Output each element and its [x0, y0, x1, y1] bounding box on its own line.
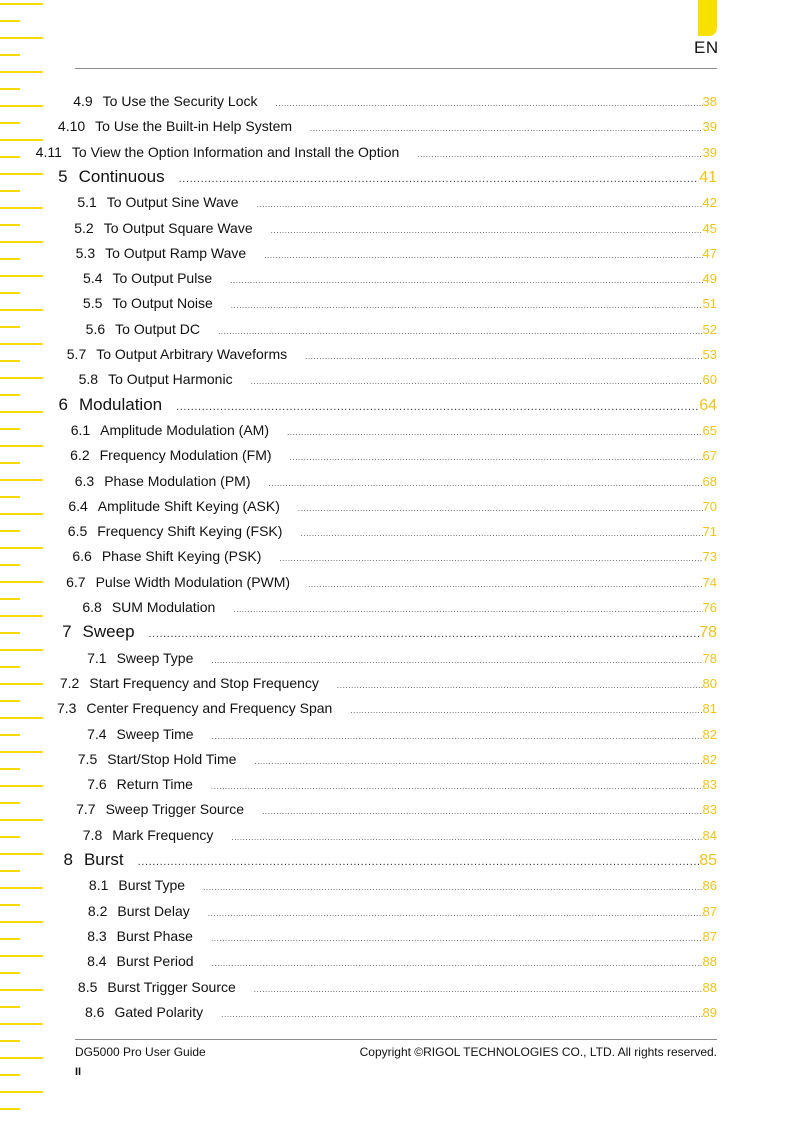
toc-entry-title: Sweep Time	[116, 725, 194, 742]
toc-page-number: 49	[702, 271, 717, 287]
toc-entry-title: Burst Type	[118, 877, 186, 894]
toc-entry-number: 8.1	[88, 877, 109, 894]
toc-page-number: 81	[702, 701, 717, 717]
toc-section-entry[interactable]	[0, 346, 717, 364]
toc-section-entry[interactable]	[0, 321, 717, 339]
toc-dot-leader	[208, 909, 703, 918]
toc-page-number: 38	[702, 94, 717, 109]
toc-page-number: 71	[702, 524, 717, 540]
toc-section-entry[interactable]	[0, 523, 717, 541]
toc-entry-title: Burst Delay	[117, 902, 190, 919]
toc-dot-leader	[350, 706, 702, 715]
toc-section-entry[interactable]	[0, 928, 717, 946]
toc-entry-number: 5.7	[66, 346, 87, 362]
toc-entry-number: 6.7	[66, 573, 86, 590]
toc-entry-number: 7	[62, 622, 72, 642]
toc-entry-number: 8.5	[77, 978, 98, 995]
toc-entry-number: 7.2	[59, 674, 80, 691]
toc-page-number: 67	[702, 448, 717, 464]
toc-dot-leader	[211, 656, 702, 665]
toc-page-number: 74	[702, 574, 717, 590]
toc-dot-leader	[212, 959, 703, 968]
toc-entry-title: To View the Option Information and Install the Option	[71, 143, 400, 160]
toc-dot-leader	[257, 200, 703, 209]
toc-entry-title: Start/Stop Hold Time	[107, 750, 237, 767]
toc-page-number: 60	[702, 372, 717, 388]
toc-page-number: 70	[702, 498, 717, 514]
toc-dot-leader	[149, 628, 700, 640]
toc-page-number: 78	[699, 624, 717, 642]
toc-entry-number: 6.3	[74, 472, 95, 489]
toc-section-entry[interactable]	[0, 447, 717, 465]
toc-dot-leader	[305, 352, 702, 361]
toc-entry-title: Start Frequency and Stop Frequency	[89, 674, 319, 691]
toc-entry-title: To Output Arbitrary Waveforms	[96, 346, 288, 362]
toc-entry-number: 7.4	[87, 725, 107, 742]
toc-section-entry[interactable]	[0, 726, 717, 744]
footer-copyright: Copyright ©RIGOL TECHNOLOGIES CO., LTD. All rights reserved.	[359, 1045, 717, 1059]
toc-section-entry[interactable]	[0, 979, 717, 997]
toc-chapter-entry[interactable]	[0, 167, 717, 189]
toc-dot-leader	[268, 479, 702, 488]
toc-entry-number: 5.4	[83, 270, 103, 287]
toc-dot-leader	[417, 150, 702, 159]
toc-entry-title: Amplitude Shift Keying (ASK)	[97, 497, 280, 514]
toc-dot-leader	[211, 934, 703, 943]
toc-entry-title: Burst	[83, 850, 124, 869]
toc-section-entry[interactable]	[0, 776, 717, 794]
toc-entry-number: 4.10	[57, 118, 86, 135]
toc-dot-leader	[262, 807, 702, 816]
toc-entry-title: Mark Frequency	[112, 826, 214, 843]
toc-section-entry[interactable]	[0, 801, 717, 819]
toc-dot-leader	[298, 504, 703, 513]
toc-entry-title: Burst Period	[116, 953, 194, 970]
toc-page-number: 88	[702, 954, 717, 970]
toc-entry-number: 6	[58, 394, 68, 414]
toc-dot-leader	[212, 732, 703, 741]
toc-dot-leader	[231, 301, 703, 310]
toc-entry-number: 6.2	[70, 447, 90, 464]
toc-entry-number: 5.1	[77, 194, 97, 211]
toc-entry-title: To Output Harmonic	[108, 371, 233, 388]
toc-dot-leader	[211, 782, 703, 791]
toc-entry-title: To Use the Built-in Help System	[95, 118, 293, 135]
language-label: EN	[694, 38, 719, 57]
toc-entry-title: Amplitude Modulation (AM)	[100, 421, 270, 438]
toc-page-number: 85	[699, 852, 717, 869]
toc-page-number: 82	[702, 726, 717, 742]
toc-dot-leader	[287, 428, 703, 437]
page-number: II	[75, 1066, 82, 1078]
toc-page-number: 87	[702, 928, 717, 944]
toc-entry-number: 4.9	[73, 93, 93, 109]
toc-page-number: 45	[702, 220, 717, 236]
toc-entry-number: 5.3	[75, 244, 96, 261]
toc-entry-title: Frequency Modulation (FM)	[99, 447, 272, 464]
toc-entry-title: To Use the Security Lock	[102, 93, 258, 109]
toc-entry-title: Sweep Type	[116, 649, 194, 666]
toc-section-entry[interactable]	[0, 751, 717, 769]
toc-entry-title: Phase Shift Keying (PSK)	[101, 548, 262, 565]
toc-entry-title: Frequency Shift Keying (FSK)	[97, 523, 283, 540]
toc-page-number: 73	[702, 549, 717, 565]
toc-entry-title: Continuous	[78, 166, 165, 186]
toc-page-number: 78	[702, 650, 717, 666]
toc-entry-title: Sweep	[82, 622, 135, 642]
toc-entry-title: Burst Trigger Source	[107, 978, 236, 995]
toc-section-entry[interactable]	[0, 118, 717, 136]
toc-dot-leader	[138, 856, 700, 868]
toc-dot-leader	[221, 1010, 702, 1019]
toc-section-entry[interactable]	[0, 903, 717, 921]
toc-section-entry[interactable]	[0, 650, 717, 668]
toc-page-number: 88	[702, 979, 717, 995]
toc-section-entry[interactable]	[0, 827, 717, 845]
toc-entry-number: 5.2	[74, 219, 94, 236]
toc-entry-title: To Output Ramp Wave	[105, 244, 247, 261]
toc-dot-leader	[251, 377, 703, 386]
toc-entry-title: To Output Sine Wave	[106, 194, 239, 211]
toc-page-number: 89	[702, 1004, 717, 1020]
toc-section-entry[interactable]	[0, 270, 717, 288]
toc-entry-number: 8.3	[87, 927, 107, 944]
toc-dot-leader	[254, 757, 702, 766]
toc-page-number: 39	[702, 119, 717, 135]
toc-dot-leader	[271, 226, 703, 235]
toc-dot-leader	[337, 681, 703, 690]
toc-section-entry[interactable]	[0, 675, 717, 693]
toc-entry-number: 4.11	[35, 143, 62, 160]
toc-dot-leader	[310, 124, 703, 133]
toc-entry-title: Return Time	[116, 776, 193, 793]
toc-section-entry[interactable]	[0, 574, 717, 592]
toc-dot-leader	[230, 276, 702, 285]
toc-entry-number: 7.5	[77, 750, 98, 767]
toc-entry-title: Modulation	[78, 394, 163, 414]
toc-page-number: 76	[702, 600, 717, 615]
toc-entry-number: 5.8	[78, 371, 99, 388]
toc-dot-leader	[308, 580, 702, 589]
toc-entry-title: Pulse Width Modulation (PWM)	[95, 573, 291, 590]
toc-entry-title: To Output Pulse	[112, 270, 213, 287]
toc-dot-leader	[300, 529, 702, 538]
toc-entry-title: To Output Square Wave	[103, 219, 253, 236]
toc-page-number: 80	[702, 675, 717, 691]
toc-entry-title: Phase Modulation (PM)	[104, 472, 251, 489]
toc-page-number: 86	[702, 878, 717, 894]
toc-section-entry[interactable]	[0, 371, 717, 389]
toc-entry-number: 8	[63, 850, 73, 869]
toc-section-entry[interactable]	[0, 422, 717, 440]
toc-dot-leader	[231, 833, 702, 842]
toc-section-entry[interactable]	[0, 700, 717, 718]
toc-section-entry[interactable]	[0, 498, 717, 516]
toc-section-entry[interactable]	[0, 220, 717, 238]
toc-chapter-entry[interactable]	[0, 622, 717, 644]
toc-page-number: 53	[702, 347, 717, 362]
toc-page-number: 82	[702, 751, 717, 767]
toc-entry-number: 7.3	[56, 700, 77, 717]
toc-section-entry[interactable]	[0, 599, 717, 617]
toc-entry-title: To Output DC	[115, 320, 200, 337]
toc-dot-leader	[179, 173, 700, 185]
toc-entry-number: 5.6	[85, 320, 106, 337]
toc-page-number: 83	[702, 777, 717, 793]
toc-entry-number: 6.4	[68, 497, 88, 514]
toc-entry-number: 7.1	[87, 649, 107, 666]
toc-entry-title: To Output Noise	[112, 295, 213, 312]
toc-entry-number: 6.5	[67, 523, 88, 540]
toc-section-entry[interactable]	[0, 245, 717, 263]
toc-entry-number: 7.8	[82, 826, 103, 843]
toc-entry-number: 5	[58, 166, 68, 186]
toc-page-number: 51	[702, 296, 717, 312]
toc-page-number: 41	[699, 168, 717, 186]
toc-section-entry[interactable]	[0, 144, 717, 162]
toc-dot-leader	[203, 883, 702, 892]
toc-entry-number: 6.1	[70, 421, 91, 438]
toc-section-entry[interactable]	[0, 194, 717, 212]
toc-dot-leader	[276, 99, 703, 108]
toc-section-entry[interactable]	[0, 877, 717, 895]
toc-entry-number: 5.5	[82, 295, 103, 312]
toc-page-number: 68	[702, 473, 717, 489]
toc-entry-title: SUM Modulation	[111, 599, 216, 615]
toc-entry-title: Burst Phase	[116, 927, 193, 944]
toc-dot-leader	[279, 554, 702, 563]
toc-section-entry[interactable]	[0, 1004, 717, 1022]
toc-section-entry[interactable]	[0, 93, 717, 111]
toc-page-number: 52	[702, 321, 717, 337]
toc-entry-number: 6.8	[82, 599, 102, 615]
toc-section-entry[interactable]	[0, 473, 717, 491]
footer-divider	[75, 1039, 717, 1040]
toc-entry-number: 8.2	[87, 902, 108, 919]
toc-page-number: 47	[702, 245, 717, 261]
toc-dot-leader	[176, 401, 699, 413]
toc-entry-number: 8.6	[84, 1003, 105, 1020]
toc-section-entry[interactable]	[0, 953, 717, 971]
toc-dot-leader	[290, 453, 703, 462]
toc-page-number: 42	[702, 195, 717, 211]
toc-entry-number: 7.6	[87, 776, 107, 793]
toc-page-number: 87	[702, 903, 717, 919]
toc-page-number: 64	[699, 396, 717, 414]
toc-entry-title: Gated Polarity	[114, 1003, 204, 1020]
toc-section-entry[interactable]	[0, 295, 717, 313]
toc-entry-number: 7.7	[76, 801, 96, 818]
toc-page-number: 83	[702, 802, 717, 818]
toc-page-number: 39	[702, 144, 717, 160]
toc-page-number: 65	[702, 422, 717, 438]
footer-document-title: DG5000 Pro User Guide	[75, 1045, 206, 1059]
toc-page-number: 84	[702, 827, 717, 843]
toc-entry-title: Center Frequency and Frequency Span	[86, 700, 333, 717]
toc-entry-number: 8.4	[87, 953, 107, 970]
toc-dot-leader	[233, 605, 702, 614]
toc-dot-leader	[264, 251, 702, 260]
toc-entry-title: Sweep Trigger Source	[105, 801, 245, 818]
toc-dot-leader	[254, 985, 703, 994]
toc-chapter-entry[interactable]	[0, 395, 717, 417]
toc-dot-leader	[218, 327, 703, 336]
toc-section-entry[interactable]	[0, 548, 717, 566]
toc-entry-number: 6.6	[72, 548, 92, 565]
toc-chapter-entry[interactable]	[0, 850, 717, 872]
